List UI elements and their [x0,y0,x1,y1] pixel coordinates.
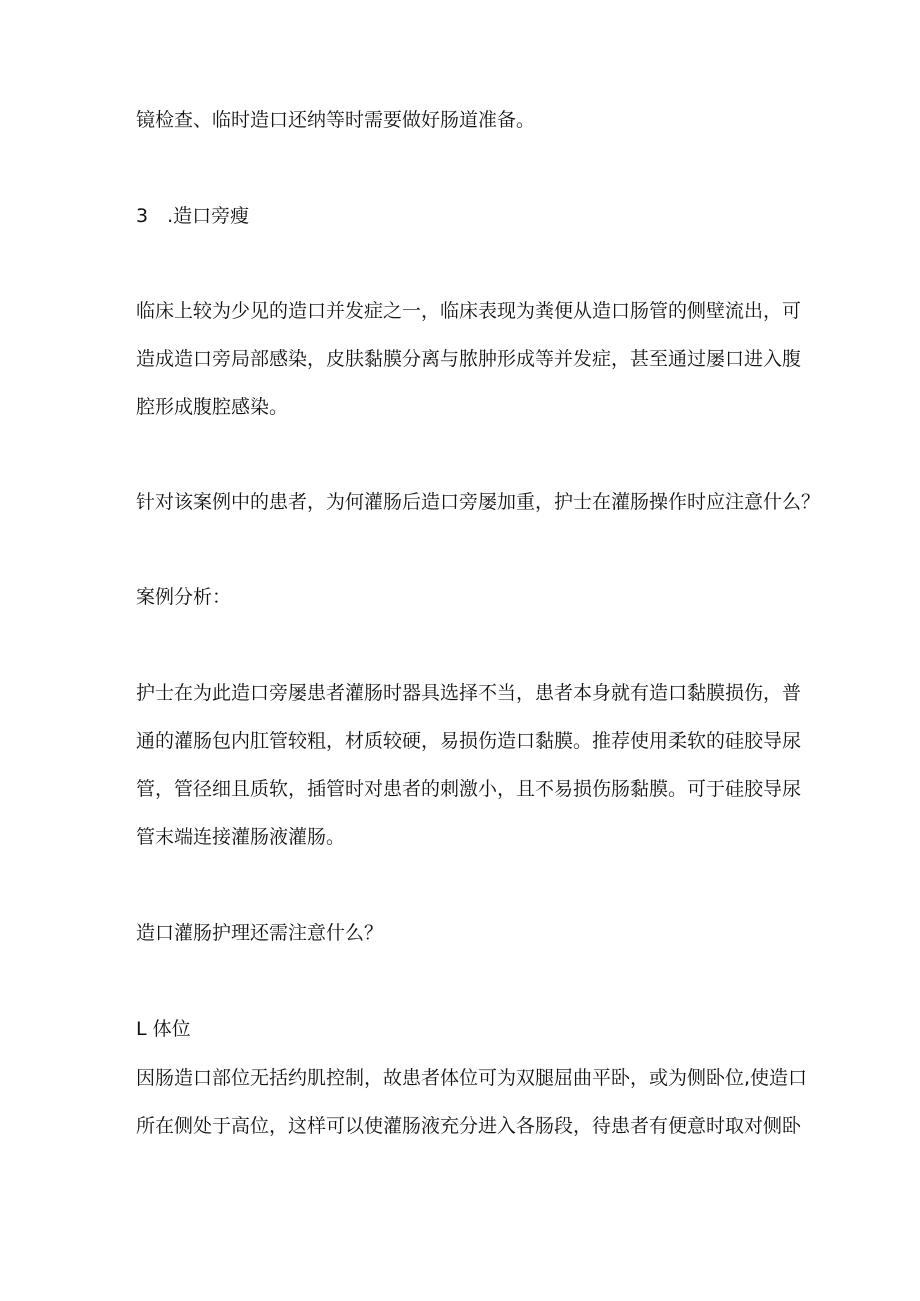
paragraph-fistula-line-3: 腔形成腹腔感染。 [136,396,289,418]
position-heading: L 体位 [136,1018,191,1040]
care-question-line: 造口灌肠护理还需注意什么？ [136,922,384,944]
analysis-line-4: 管末端连接灌肠液灌肠。 [136,826,346,848]
question-line: 针对该案例中的患者，为何灌肠后造口旁屡加重，护士在灌肠操作时应注意什么？ [136,491,821,513]
text-line-bowel-prep: 镜检查、临时造口还纳等时需要做好肠道准备。 [136,109,536,131]
paragraph-fistula-line-2: 造成造口旁局部感染，皮肤黏膜分离与脓肿形成等并发症，甚至通过屡口进入腹 [136,348,802,370]
analysis-line-1: 护士在为此造口旁屡患者灌肠时器具选择不当，患者本身就有造口黏膜损伤，普 [136,682,802,704]
section-heading-stoma-fistula: 3 .造口旁瘦 [136,205,250,227]
position-line-1: 因肠造口部位无括约肌控制，故患者体位可为双腿屈曲平卧，或为侧卧位,使造口 [136,1067,808,1089]
analysis-line-3: 管，管径细且质软，插管时对患者的刺激小，且不易损伤肠黏膜。可于硅胶导尿 [136,778,802,800]
paragraph-fistula-line-1: 临床上较为少见的造口并发症之一，临床表现为粪便从造口肠管的侧壁流出，可 [136,300,802,322]
position-line-2: 所在侧处于高位，这样可以使灌肠液充分进入各肠段，待患者有便意时取对侧卧 [136,1115,802,1137]
case-analysis-heading: 案例分析： [136,586,232,608]
analysis-line-2: 通的灌肠包内肛管较粗，材质较硬，易损伤造口黏膜。推荐使用柔软的硅胶导尿 [136,730,802,752]
